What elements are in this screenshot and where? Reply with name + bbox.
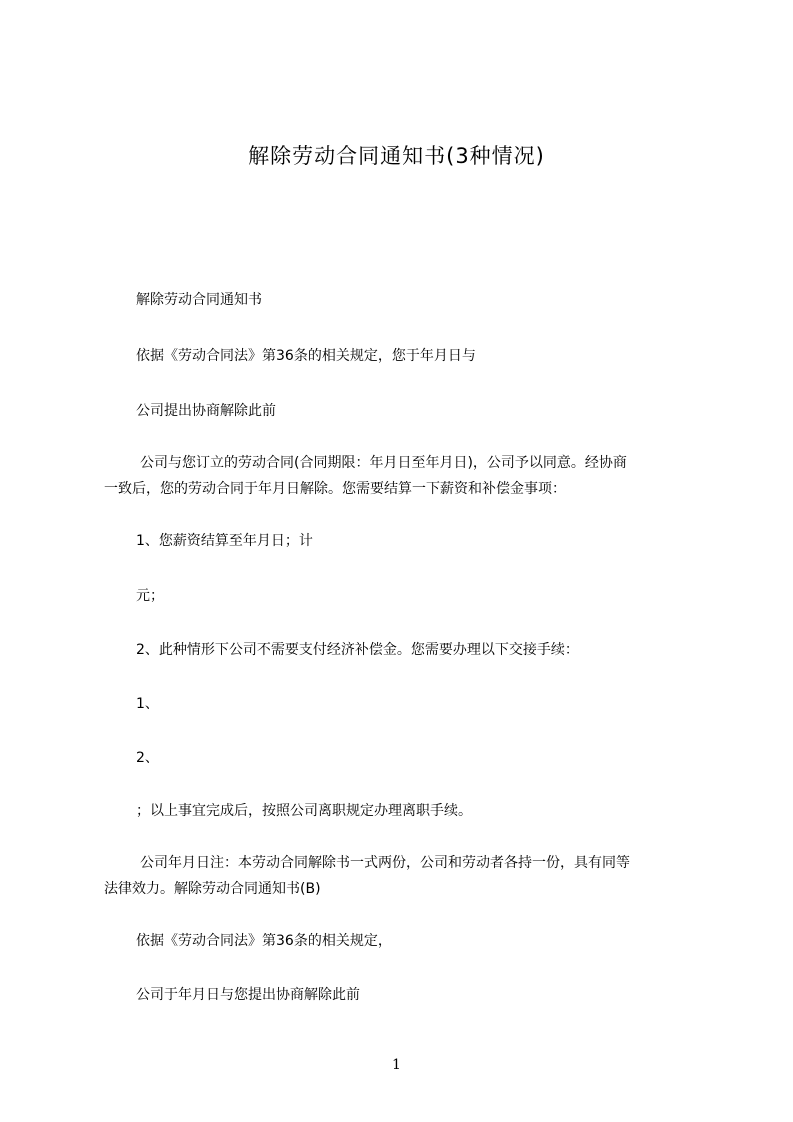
proposal-line-b: 公司于年月日与您提出协商解除此前 [136,987,360,1003]
note-paragraph-line-2: 法律效力。解除劳动合同通知书(B) [104,881,321,897]
proposal-line: 公司提出协商解除此前 [136,403,276,419]
handover-item-1: 1、 [136,696,159,712]
legal-basis-line: 依据《劳动合同法》第36条的相关规定，您于年月日与 [136,348,476,364]
salary-settlement-item: 1、您薪资结算至年月日；计 [136,533,313,549]
section-heading: 解除劳动合同通知书 [136,292,262,308]
contract-paragraph [104,450,709,502]
contract-paragraph-line-2: 一致后，您的劳动合同于年月日解除。您需要结算一下薪资和补偿金事项： [104,481,566,497]
legal-basis-line-b: 依据《劳动合同法》第36条的相关规定， [136,933,392,949]
page-number: 1 [392,1057,401,1073]
note-paragraph-line-1: 公司年月日注：本劳动合同解除书一式两份，公司和劳动者各持一份，具有同等 [140,855,630,871]
document-title: 解除劳动合同通知书(3种情况) [248,144,545,168]
contract-paragraph-line-1: 公司与您订立的劳动合同(合同期限：年月日至年月日)，公司予以同意。经协商 [140,455,627,471]
salary-amount-line: 元； [136,588,164,604]
handover-complete-line: ；以上事宜完成后，按照公司离职规定办理离职手续。 [136,803,472,819]
handover-item-2: 2、 [136,750,159,766]
note-paragraph [104,850,709,902]
no-compensation-item: 2、此种情形下公司不需要支付经济补偿金。您需要办理以下交接手续： [136,642,579,658]
